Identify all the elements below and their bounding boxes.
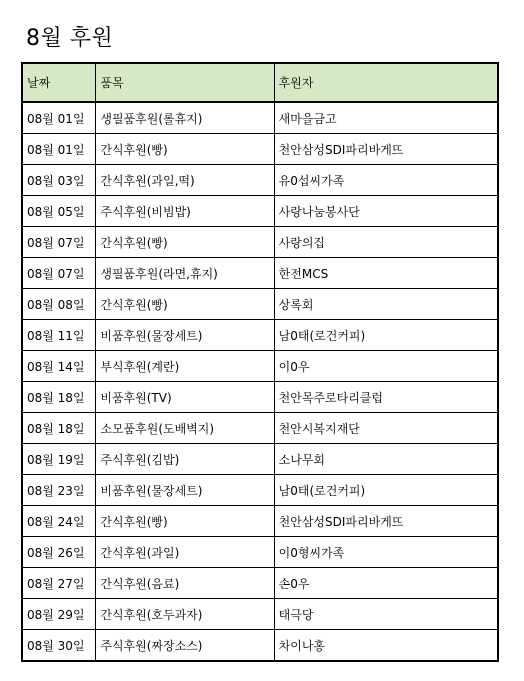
cell-item: 비품후원(TV) [96,382,274,413]
cell-item: 생필품후원(라면,휴지) [96,258,274,289]
cell-date: 08월 08일 [22,289,96,320]
cell-date: 08월 01일 [22,102,96,134]
column-header-date: 날짜 [22,63,96,102]
cell-donor: 유0섭씨가족 [274,165,498,196]
cell-donor: 소나무회 [274,444,498,475]
table-row [22,351,498,382]
table-row [22,134,498,165]
cell-donor: 천안목주로타리클럽 [274,382,498,413]
cell-date: 08월 30일 [22,630,96,662]
cell-item: 부식후원(계란) [96,351,274,382]
cell-date: 08월 26일 [22,537,96,568]
table-row [22,599,498,630]
cell-date: 08월 01일 [22,134,96,165]
cell-donor: 천안시복지재단 [274,413,498,444]
table-row [22,196,498,227]
cell-item: 주식후원(짜장소스) [96,630,274,662]
table-row [22,413,498,444]
cell-item: 생필품후원(롤휴지) [96,102,274,134]
table-row [22,568,498,599]
table-row [22,506,498,537]
cell-item: 간식후원(빵) [96,134,274,165]
cell-item: 간식후원(과일) [96,537,274,568]
table-row [22,382,498,413]
cell-donor: 이0우 [274,351,498,382]
table-row [22,289,498,320]
cell-donor: 사랑의집 [274,227,498,258]
cell-donor: 천안삼성SDI파리바게뜨 [274,506,498,537]
table-body [22,102,498,661]
cell-date: 08월 19일 [22,444,96,475]
cell-donor: 태극당 [274,599,498,630]
page-title: 8월 후원 [26,25,114,51]
cell-item: 주식후원(비빔밥) [96,196,274,227]
cell-date: 08월 27일 [22,568,96,599]
table-row [22,258,498,289]
cell-item: 주식후원(김밥) [96,444,274,475]
cell-donor: 한전MCS [274,258,498,289]
donation-table [21,62,499,662]
cell-item: 간식후원(빵) [96,506,274,537]
cell-item: 간식후원(음료) [96,568,274,599]
table-row [22,537,498,568]
cell-item: 비품후원(물장세트) [96,475,274,506]
cell-date: 08월 07일 [22,258,96,289]
cell-item: 비품후원(물장세트) [96,320,274,351]
cell-donor: 남0태(로건커피) [274,475,498,506]
cell-item: 간식후원(과일,떡) [96,165,274,196]
cell-item: 간식후원(빵) [96,227,274,258]
cell-donor: 사랑나눔봉사단 [274,196,498,227]
cell-date: 08월 18일 [22,413,96,444]
table-row [22,475,498,506]
table-row [22,102,498,134]
cell-date: 08월 05일 [22,196,96,227]
cell-item: 간식후원(호두과자) [96,599,274,630]
cell-date: 08월 24일 [22,506,96,537]
table-row [22,320,498,351]
table-row [22,227,498,258]
cell-donor: 새마을금고 [274,102,498,134]
cell-donor: 차이나홍 [274,630,498,662]
cell-date: 08월 11일 [22,320,96,351]
cell-date: 08월 18일 [22,382,96,413]
cell-donor: 남0태(로건커피) [274,320,498,351]
cell-item: 소모품후원(도배벽지) [96,413,274,444]
cell-item: 간식후원(빵) [96,289,274,320]
cell-donor: 이0형씨가족 [274,537,498,568]
cell-donor: 천안삼성SDI파리바게뜨 [274,134,498,165]
table-row [22,444,498,475]
cell-date: 08월 03일 [22,165,96,196]
cell-date: 08월 07일 [22,227,96,258]
column-header-item: 품목 [96,63,274,102]
cell-date: 08월 29일 [22,599,96,630]
cell-date: 08월 14일 [22,351,96,382]
cell-date: 08월 23일 [22,475,96,506]
cell-donor: 손0우 [274,568,498,599]
cell-donor: 상록회 [274,289,498,320]
table-row [22,630,498,662]
table-header-row [22,63,498,102]
table-row [22,165,498,196]
column-header-donor: 후원자 [274,63,498,102]
